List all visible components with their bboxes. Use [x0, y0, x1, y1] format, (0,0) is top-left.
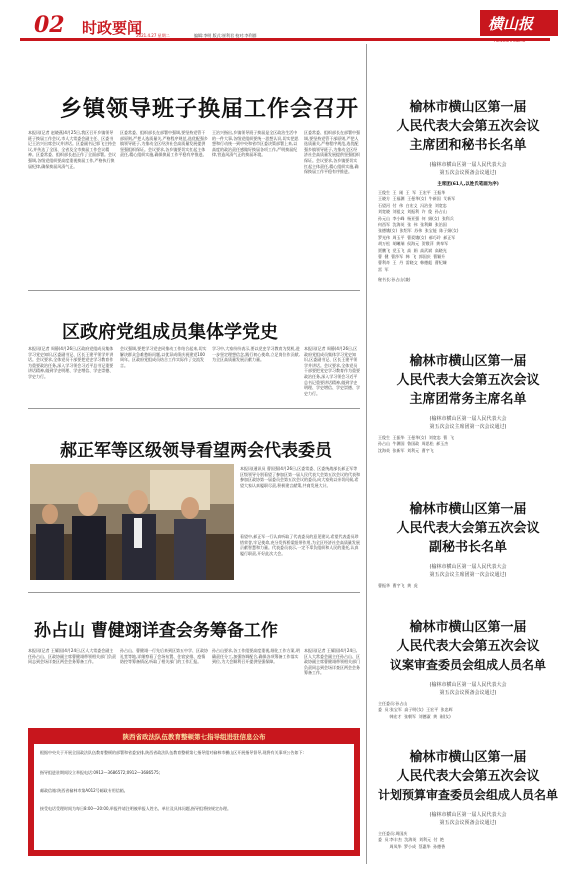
announcement-title: 榆林市横山区第一届	[409, 750, 527, 765]
article-text: 学习中,大家纷纷表示,要以党史学习教育为契机,进一步坚定理想信念,践行初心使命,立足岗位作贡献,为全区高质量发展贡献力量。	[212, 346, 300, 363]
announcement-subtitle: (榆林市横山区第一届人民代表大会	[429, 812, 507, 818]
name-line: 曹振华 曹宇飞 黄 虎	[378, 583, 418, 588]
divider	[28, 290, 360, 291]
article-text: 本报讯(记者 周静)4月26日,区政府党组成员集体学习党史知识,区委副书记、区长王建平领学并讲话。会议要求,全体党员干部要把党史学习教育作为重要政治任务,深入学习领会习近平总书记重要讲话精神,做到学史明理、学史增信、学史崇德、学史力行。	[28, 346, 114, 379]
announcement-subtitle: 第五次会议主席团第一次会议通过)	[429, 424, 507, 430]
article-text: 本报讯(通讯员 曹国强)4月26日,区委常委、区委统战部长郝正军等区级领导分别看望了参加区第一届人民代表大会第五次会议的代表和参加区政协第一届委员会第五次会议的委员,向大家致以亲切问候,希望大家认真履职尽责,积极建言献策,共商发展大计。	[240, 466, 360, 488]
announcement-subtitle: 第五次会议预备会议通过)	[439, 820, 497, 826]
name-line: 曹利奇 王 丹 雷晓文 韩德彪 曹纪臻	[378, 260, 447, 266]
secretary-line: 秘书长:孙占山(兼)	[378, 277, 411, 283]
section-title: 时政要闻	[82, 19, 143, 37]
notice-line: 根据中央关于开展全国政法队伍教育整顿的部署和省委安排,陕西省政法队伍教育整顿第七指导组对榆林市横山区开展指导督导,现将有关事项公告如下:	[40, 750, 304, 755]
article-text: 本报讯(记者 王耀国)4月24日,区人大常委会副主任孙占山、区政协副主席曹健翊带领相关部门负责同志到会场详查区两会会务筹备工作。	[28, 648, 116, 665]
article-text: 区委常委、组织部长在部署中强调,要坚持党管干部原则,严把人选质量关,严格程序规范,选优配强乡镇领导班子,为推动全区经济社会高质量发展提供坚强组织保证。会议要求,各乡镇要切实扛起主体责任,精心组织实施,确保换届工作平稳有序推进。	[120, 130, 208, 158]
logo-text: 横山报	[488, 15, 534, 33]
announcement-title: 榆林市横山区第一届	[409, 100, 527, 115]
name-line: 雷 军	[378, 266, 389, 272]
announcement-title: 人民代表大会第五次会议	[396, 769, 540, 784]
article-headline: 孙占山 曹健翊详查会务筹备工作	[34, 621, 278, 641]
article-text: 孙占山要求,各工作组要高度重视,细化工作方案,明确责任分工,加强协调配合,确保各项筹备工作落实到位,为大会顺利召开提供坚强保障。	[212, 648, 300, 665]
name-line: 委 员:张宝军 高子明(女) 王宏平 张忠辉	[378, 707, 453, 713]
divider	[28, 408, 360, 409]
announcement-title: 榆林市横山区第一届	[409, 620, 527, 635]
name-line: 主任委员:孙占山	[378, 701, 408, 706]
announcement-subtitle: (榆林市横山区第一届人民代表大会	[429, 416, 507, 422]
announcement-title: 榆林市横山区第一届	[409, 354, 527, 369]
article-text: 看望中,郝正军一行认真听取了代表委员的意见建议,希望代表委员珍惜荣誉,牢记使命,充分发挥桥梁纽带作用,为全区经济社会高质量发展贡献智慧和力量。代表委员表示,一定不辜负组织和人民的重托,认真履行职责,开好此次大会。	[240, 534, 360, 556]
announcement-subtitle: 第五次会议预备会议通过)	[439, 690, 497, 696]
notice-title: 陕西省政法队伍教育整顿第七指导组进驻信息公布	[122, 733, 266, 741]
name-line: 曹 健 曹莎军 韩 飞 郭国庆 曹颖升	[378, 254, 446, 259]
header-rule	[20, 38, 550, 41]
article-text: 本报讯(记者 赵晓燕)4月25日,我区召开乡镇领导班子换届工作会议,市人大常委会副主任、区委书记王治兴出席会议并讲话。区委副书记郭飞主持会议,并传达了全国、全省及全市换届工作会议精神。区委常委、组织部长赵正作了全面部署。会议强调,各级党组织要高度重视换届工作,严格执行换届纪律,确保换届风清气正。	[28, 130, 116, 169]
article-text: 本报讯(记者 王耀国)4月24日,区人大常委会副主任孙占山、区政协副主席曹健翊带领相关部门负责同志到会场详查区两会会务筹备工作。	[304, 648, 360, 676]
name-line: 孙元山 李小峰 杨亚强 何 娟(女) 张科兵	[378, 215, 454, 221]
article-headline: 区政府党组成员集体学党史	[62, 322, 278, 343]
announcement-subtitle: 第五次会议主席团第一次会议通过)	[429, 572, 507, 578]
announcement-title: 人民代表大会第五次会议	[396, 521, 540, 536]
editor-line: 编辑:李明 版式:崔利君 校对:李利群	[194, 33, 257, 38]
article-text: 王治兴指出,乡镇领导班子换届是全区政治生活中的一件大事,各级党组织要统一思想认识,切实把思想和行动统一到中央和省市区委决策部署上来,以高度的政治责任感做好换届各项工作,严明换届纪律,营造风清气正的换届环境。	[212, 130, 299, 158]
announcement-title: 主席团常务主席名单	[409, 392, 527, 407]
photo-image	[30, 464, 234, 580]
article-text: 孙占山、曹健翊一行先后来到区第五中学、区政协礼堂等地,详细察看了会场布置、住宿安排、疫情防控等筹备情况,听取了相关部门的工作汇报。	[120, 648, 208, 665]
name-line: 王晓方 王福渊 王曼华(女) 牛新国 艾新军	[378, 196, 456, 202]
name-line: 主任委员:周国庆	[378, 831, 408, 836]
announcement-subtitle: (榆林市横山区第一届人民代表大会	[429, 162, 507, 168]
name-line: 石望河 付 伟 白宏义 冯治金 刘宽忠	[378, 202, 447, 208]
announcement-title: 人民代表大会第五次会议	[396, 639, 540, 654]
announcement-title: 榆林市横山区第一届	[409, 502, 527, 517]
column-divider	[366, 44, 367, 864]
section-label: 主席团(61人,以姓氏笔画为序)	[437, 182, 499, 187]
announcement-subtitle: 第五次会议预备会议通过)	[439, 170, 497, 176]
article-text: 会议强调,要把学习党史同推动工作结合起来,切实解决群众急难愁盼问题,以优异成绩庆祝建党100周年。区政府党组成员结合工作实际作了交流发言。	[120, 346, 207, 368]
name-line: 王俊生 王振华 王曼华(女) 刘宽忠 曹 飞	[378, 435, 454, 440]
announcement-title: 人民代表大会第五次会议	[396, 119, 540, 134]
name-line: 韩宏才 张朝军 刘德淑 黄 刚(女)	[378, 713, 451, 719]
name-line: 贾鹏飞 党玉飞 高 娟 高武斌 高晓光	[378, 247, 447, 253]
announcement-title: 议案审查委员会组成人员名单	[389, 658, 546, 672]
name-line: 张德娥(女) 张绍军 苏伟 张宝能 陈子娟(女)	[378, 228, 459, 234]
name-line: 孙占山 牛渊国 鲁国政 周思松 郝玉杰	[378, 441, 449, 447]
name-line: 王俊生 王 刚 王 军 王宏平 王振华	[378, 190, 446, 195]
notice-box	[28, 728, 360, 856]
newspaper-logo	[480, 10, 558, 36]
article-text: 本报讯(记者 周静)4月26日,区政府党组成员集体学习党史知识,区委副书记、区长王建平领学并讲话。会议要求,全体党员干部要把党史学习教育作为重要政治任务,深入学习领会习近平总书记重要讲话精神,做到学史明理、学史增信、学史崇德、学史力行。	[304, 346, 360, 396]
page-number: 02	[34, 12, 65, 38]
article-headline: 乡镇领导班子换届工作会召开	[60, 97, 360, 122]
notice-line: 邮政信箱:陕西省榆林市第A012号邮政专用信箱。	[40, 788, 128, 793]
announcement-title: 人民代表大会第五次会议	[396, 373, 540, 388]
divider	[28, 592, 360, 593]
date-line: 2021.4.27 星期二	[136, 33, 170, 38]
announcement-subtitle: (榆林市横山区第一届人民代表大会	[429, 682, 507, 688]
name-line: 何西军 沈海英 张 伟 张利卿 张治国	[378, 222, 447, 227]
announcement-title: 计划预算审查委员会组成人员名单	[377, 788, 558, 802]
announcement-title: 主席团和秘书长名单	[409, 138, 527, 153]
name-line: 胡万松 胡曦瑞 侯海元 贺敬萍 黄奉军	[378, 241, 449, 247]
article-text: 区委常委、组织部长在部署中强调,要坚持党管干部原则,严把人选质量关,严格程序规范,选优配强乡镇领导班子,为推动全区经济社会高质量发展提供坚强组织保证。会议要求,各乡镇要切实扛起主体责任,精心组织实施,确保换届工作平稳有序推进。	[304, 130, 360, 175]
name-line: 刘宽晓 刘祖文 刘振利 许 俊 孙占山	[378, 209, 447, 215]
name-line: 周凤华 罗小成 蔡惠华 孙德香	[378, 843, 446, 849]
name-line: 委 员:李丰杰 沈海英 刘利元 付 艳	[378, 837, 445, 843]
news-photo	[30, 464, 234, 580]
name-line: 罗光伟 周玉平 曹爱娥(女) 郝巧玲 郝正军	[378, 234, 456, 240]
notice-line: 接受电话受理时间为每日8:00—20:00,举报件请注明被举报人姓名、单位及具体问题,指导组将按规定办理。	[40, 806, 232, 811]
name-line: 沈海英 张新军 刘利元 曹宇飞	[378, 447, 434, 453]
announcement-title: 副秘书长名单	[428, 540, 507, 555]
article-headline: 郝正军等区级领导看望两会代表委员	[60, 441, 332, 461]
notice-line: 指导组进驻期间设立举报电话:0912—3686572;0912—3686575;	[40, 770, 161, 775]
announcement-subtitle: (榆林市横山区第一届人民代表大会	[429, 564, 507, 570]
notice-body	[34, 744, 354, 850]
